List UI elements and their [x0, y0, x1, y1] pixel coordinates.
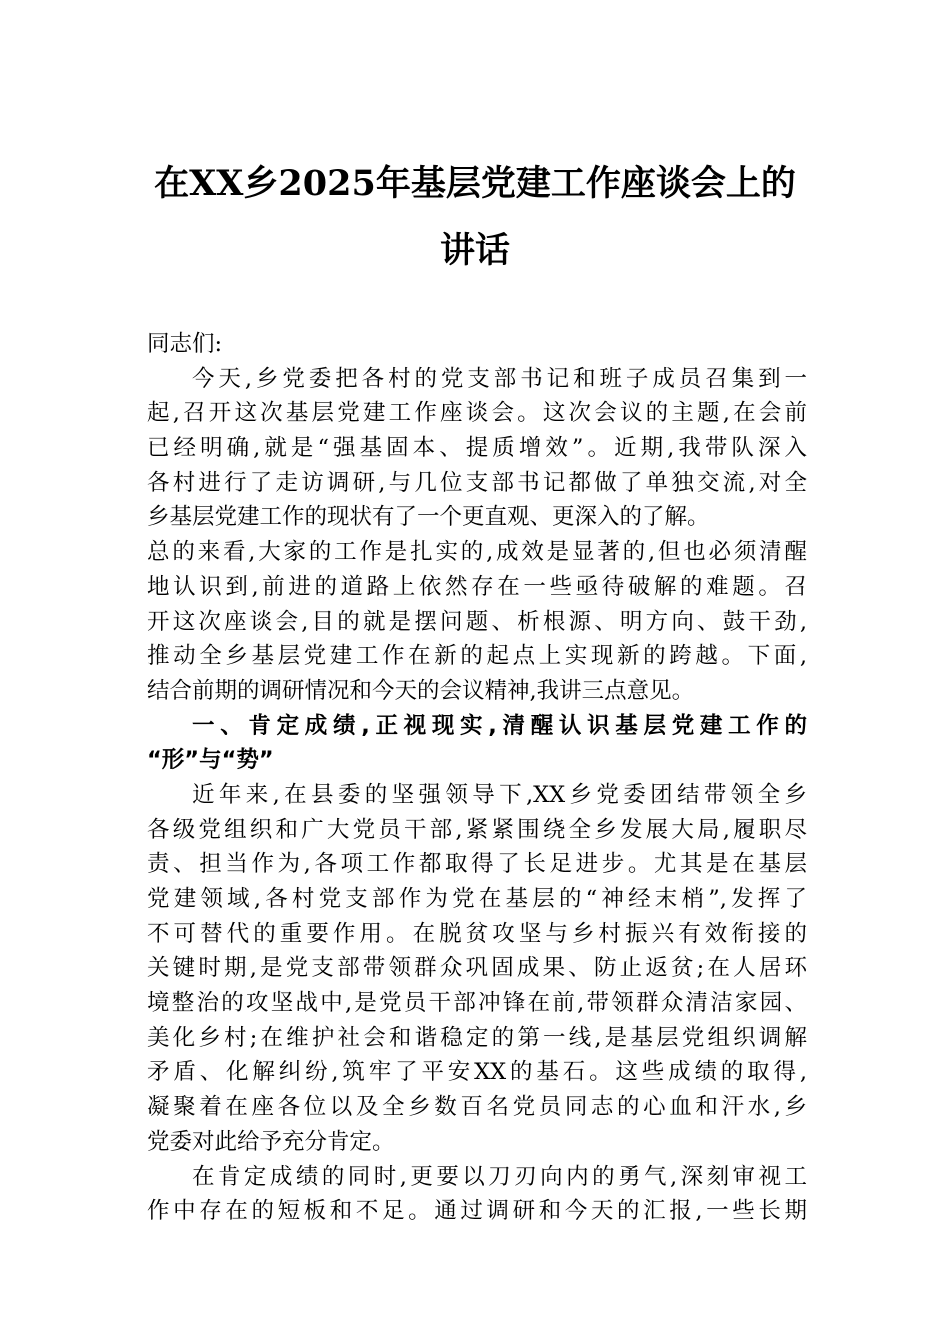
paragraph-1-line: 结合前期的调研情况和今天的会议精神,我讲三点意见。: [147, 677, 695, 704]
paragraph-1-line: 推动全乡基层党建工作在新的起点上实现新的跨越。下面,: [147, 643, 807, 670]
paragraph-2-line: 党委对此给予充分肯定。: [147, 1128, 395, 1155]
salutation: 同志们:: [147, 331, 223, 357]
paragraph-2-line: 境整治的攻坚战中,是党员干部冲锋在前,带领群众清洁家园、: [147, 990, 807, 1017]
paragraph-2-line: 关键时期,是党支部带领群众巩固成果、防止返贫;在人居环: [147, 955, 807, 982]
paragraph-1-line: 开这次座谈会,目的就是摆问题、析根源、明方向、鼓干劲,: [147, 608, 807, 635]
paragraph-1-line: 各村进行了走访调研,与几位支部书记都做了单独交流,对全: [147, 469, 807, 496]
paragraph-1-line: 今天,乡党委把各村的党支部书记和班子成员召集到一: [192, 365, 807, 392]
paragraph-2-line: 美化乡村;在维护社会和谐稳定的第一线,是基层党组织调解: [147, 1024, 807, 1051]
paragraph-1-line: 乡基层党建工作的现状有了一个更直观、更深入的了解。: [147, 504, 710, 531]
paragraph-2-line: 责、担当作为,各项工作都取得了长足进步。尤其是在基层: [147, 851, 807, 878]
paragraph-2-line: 不可替代的重要作用。在脱贫攻坚与乡村振兴有效衔接的: [147, 920, 807, 947]
paragraph-3-line: 在肯定成绩的同时,更要以刀刃向内的勇气,深刻审视工: [192, 1163, 807, 1190]
paragraph-1-line: 已经明确,就是“强基固本、提质增效”。近期,我带队深入: [147, 435, 807, 462]
document-title-line-2: 讲话: [439, 230, 510, 271]
paragraph-2-line: 各级党组织和广大党员干部,紧紧围绕全乡发展大局,履职尽: [147, 816, 807, 843]
paragraph-2-line: 近年来,在县委的坚强领导下,XX乡党委团结带领全乡: [192, 781, 807, 808]
paragraph-1-line: 总的来看,大家的工作是扎实的,成效是显著的,但也必须清醒: [147, 539, 807, 566]
paragraph-1-line: 地认识到,前进的道路上依然存在一些亟待破解的难题。召: [147, 573, 807, 600]
section-heading-1-line: 一、肯定成绩,正视现实,清醒认识基层党建工作的: [192, 712, 807, 739]
paragraph-2-line: 凝聚着在座各位以及全乡数百名党员同志的心血和汗水,乡: [147, 1094, 807, 1121]
section-heading-1-line: “形”与“势”: [147, 747, 274, 774]
paragraph-1-line: 起,召开这次基层党建工作座谈会。这次会议的主题,在会前: [147, 400, 807, 427]
document-title-line-1: 在XX乡2025年基层党建工作座谈会上的: [154, 163, 796, 204]
paragraph-2-line: 矛盾、化解纠纷,筑牢了平安XX的基石。这些成绩的取得,: [147, 1059, 807, 1086]
paragraph-3-line: 作中存在的短板和不足。通过调研和今天的汇报,一些长期: [147, 1198, 807, 1225]
paragraph-2-line: 党建领域,各村党支部作为党在基层的“神经末梢”,发挥了: [147, 886, 807, 912]
document-body: [147, 327, 807, 1229]
